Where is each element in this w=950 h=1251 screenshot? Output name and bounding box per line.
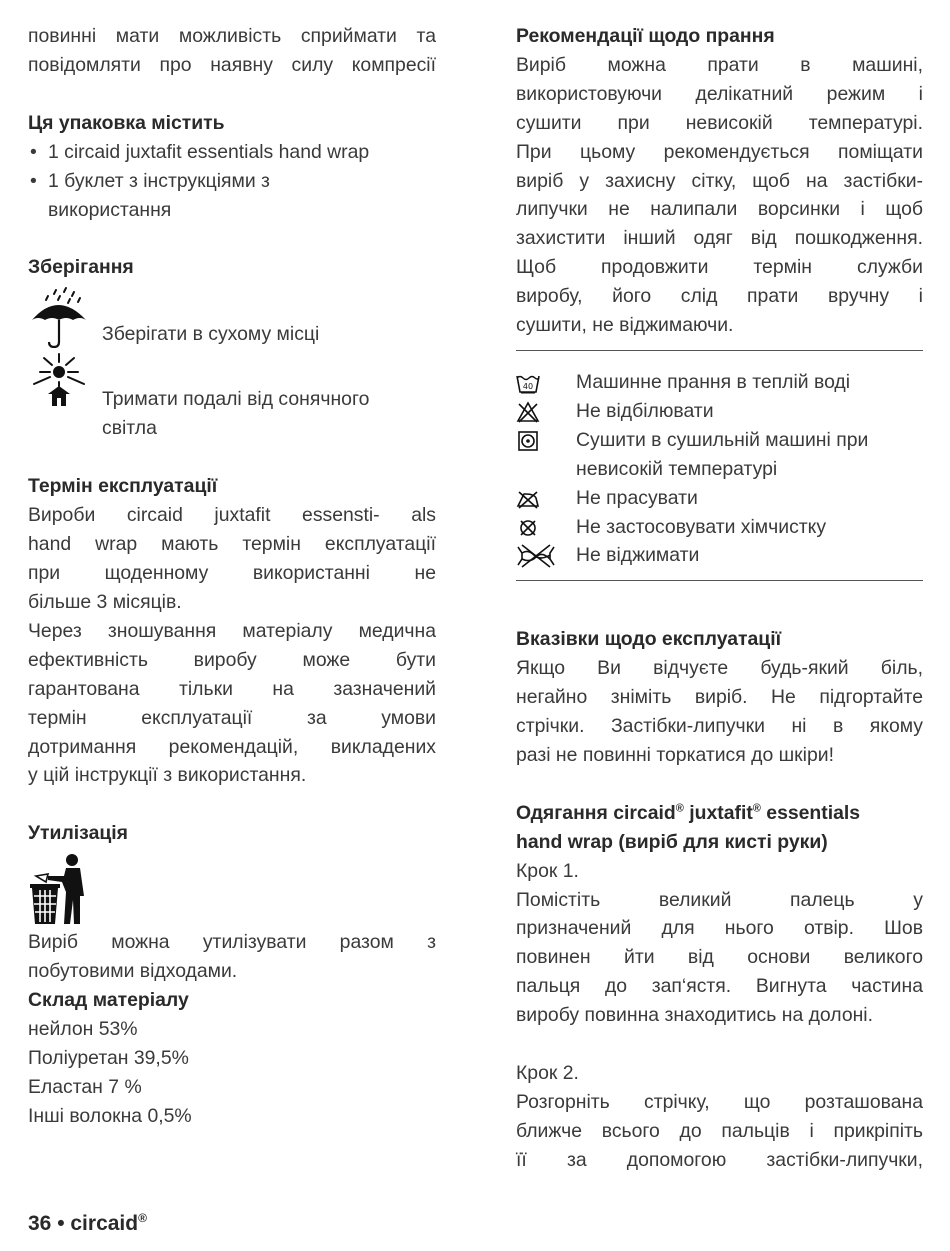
- tumble-dry-low-icon: [516, 430, 540, 452]
- donning-heading-part: juxtafit: [683, 801, 753, 824]
- step-line: Помістіть великий палець у: [516, 888, 923, 911]
- donning-heading: [516, 799, 923, 828]
- no-wring-icon: [516, 543, 556, 569]
- lifetime-line: ефективність виробу може бути: [28, 648, 436, 671]
- trash-disposal-icon: [28, 852, 90, 926]
- no-iron-icon: [516, 488, 540, 510]
- material-item: Поліуретан 39,5%: [28, 1046, 189, 1069]
- list-item: [516, 397, 923, 426]
- washing-line: сушити, не віджимаючи.: [516, 314, 734, 337]
- lifetime-line: дотримання рекомендацій, викладених: [28, 735, 436, 758]
- storage-dry-row: [28, 286, 436, 348]
- storage-sun-text: [102, 385, 436, 443]
- intro-line: повинні мати можливість сприймати та: [28, 25, 436, 47]
- registered-mark: ®: [752, 802, 761, 815]
- step-line: її за допомогою застібки-липучки,: [516, 1148, 923, 1171]
- care-label: Не прасувати: [576, 486, 698, 509]
- usage-heading: Вказівки щодо експлуатації: [516, 628, 782, 651]
- storage-sun-line: світла: [102, 417, 157, 440]
- no-bleach-icon: [516, 401, 540, 423]
- care-label: Не відбілювати: [576, 399, 714, 422]
- care-label: Не застосовувати хімчистку: [576, 515, 827, 538]
- lifetime-line: Через зношування матеріалу медична: [28, 619, 436, 642]
- registered-mark: ®: [675, 802, 684, 815]
- page-number: 36 • circaid: [28, 1212, 139, 1235]
- package-heading: Ця упаковка містить: [28, 111, 225, 134]
- usage-line: Якщо Ви відчуєте будь-який біль,: [516, 657, 923, 680]
- washing-line: захистити інший одяг від пошкодження.: [516, 227, 923, 250]
- storage-sun-line: Тримати подалі від сонячного: [102, 388, 370, 411]
- umbrella-rain-icon: [28, 286, 90, 348]
- page-footer: [28, 1212, 147, 1236]
- list-item-continuation: використання: [48, 198, 172, 221]
- washing-line: сушити при невисокій температурі.: [516, 111, 923, 134]
- list-item: • 1 circaid juxtafit essentials hand wrap: [28, 138, 436, 167]
- lifetime-line: Вироби circaid juxtafit essensti- als: [28, 504, 436, 527]
- no-dry-clean-icon: [516, 517, 540, 539]
- package-list: [28, 138, 436, 196]
- storage-heading: Зберігання: [28, 256, 134, 279]
- list-item: [516, 541, 923, 570]
- right-column: [516, 22, 923, 1175]
- list-item: • 1 буклет з інструкціями з: [28, 167, 436, 196]
- washing-line: виробу, його слід прати вручну і: [516, 285, 923, 308]
- list-item: [516, 426, 923, 455]
- lifetime-line: більше 3 місяців.: [28, 590, 182, 613]
- material-item: нейлон 53%: [28, 1017, 138, 1040]
- washing-line: використовуючи делікатний режим і: [516, 82, 923, 105]
- donning-heading-part: Одягання circaid: [516, 801, 676, 824]
- divider: [516, 580, 923, 581]
- step-line: виробу повинна знаходитись на долоні.: [516, 1004, 874, 1027]
- washing-line: Виріб можна прати в машині,: [516, 53, 923, 76]
- storage-sun-row: [28, 350, 436, 444]
- list-item: [516, 513, 923, 542]
- divider: [516, 350, 923, 351]
- donning-heading-line2: hand wrap (виріб для кисті руки): [516, 830, 828, 853]
- step-line: Розгорніть стрічку, що розташована: [516, 1091, 923, 1113]
- lifetime-heading: Термін експлуатації: [28, 475, 218, 498]
- lifetime-line: при щоденному використанні не: [28, 562, 436, 585]
- disposal-line: побутовими відходами.: [28, 960, 238, 983]
- wash-40-icon: [516, 372, 540, 394]
- lifetime-line: гарантована тільки на зазначений: [28, 677, 436, 700]
- material-heading: Склад матеріалу: [28, 989, 189, 1012]
- list-item: [516, 484, 923, 513]
- material-item: Інші волокна 0,5%: [28, 1104, 192, 1127]
- step-line: призначений для нього отвір. Шов: [516, 917, 923, 940]
- care-symbols-list: [516, 368, 923, 570]
- disposal-line: Виріб можна утилізувати разом з: [28, 931, 436, 954]
- washing-line: виріб у захисну сітку, щоб на застібки-: [516, 169, 923, 192]
- care-label: Машинне прання в теплій воді: [576, 370, 851, 393]
- usage-line: стрічки. Застібки-липучки ні в якому: [516, 715, 923, 738]
- usage-line: негайно зніміть виріб. Не підгортайте: [516, 686, 923, 709]
- step-label: Крок 1.: [516, 859, 579, 882]
- material-item: Еластан 7 %: [28, 1075, 142, 1098]
- lifetime-line: hand wrap мають термін експлуатації: [28, 533, 436, 556]
- left-column: [28, 22, 436, 1131]
- washing-line: липучки не налипали ворсинки і щоб: [516, 198, 923, 221]
- usage-line: разі не повинні торкатися до шкіри!: [516, 743, 834, 766]
- step-line: ближче всього до пальців і прикріпіть: [516, 1119, 923, 1142]
- washing-line: При цьому рекомендується поміщати: [516, 140, 923, 163]
- storage-dry-text: Зберігати в сухому місці: [102, 323, 320, 346]
- list-item-continuation: невисокій температурі: [576, 457, 778, 480]
- sun-protection-icon: [28, 350, 90, 412]
- step-label: Крок 2.: [516, 1062, 579, 1085]
- intro-line: повідомляти про наявну силу компресії: [28, 53, 436, 76]
- donning-heading-part: essentials: [760, 801, 861, 824]
- disposal-heading: Утилізація: [28, 822, 128, 845]
- wash-temperature-label: 40: [522, 381, 534, 391]
- registered-mark: ®: [138, 1211, 147, 1225]
- washing-line: Щоб продовжити термін служби: [516, 256, 923, 279]
- lifetime-line: у цій інструкції з використання.: [28, 764, 307, 787]
- care-label: Сушити в сушильній машині при: [576, 428, 869, 451]
- lifetime-line: термін експлуатації за умови: [28, 706, 436, 729]
- washing-heading: Рекомендації щодо прання: [516, 25, 775, 47]
- list-item: [516, 368, 923, 397]
- step-line: повинен йти від основи великого: [516, 946, 923, 969]
- step-line: пальця до зап‘ястя. Вигнута частина: [516, 975, 923, 998]
- care-label: Не віджимати: [576, 544, 700, 567]
